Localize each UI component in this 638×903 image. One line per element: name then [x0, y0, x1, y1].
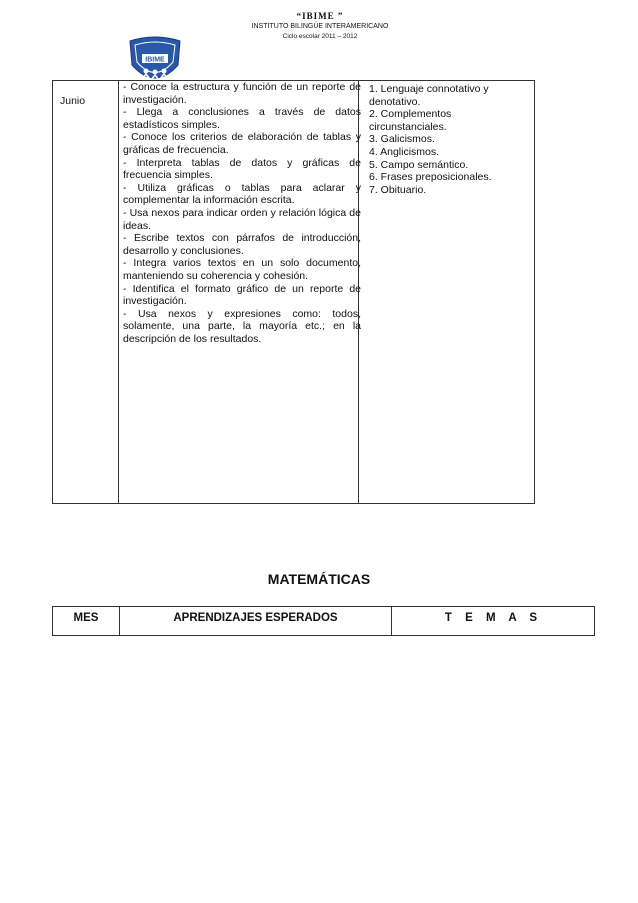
topic-item: 6. Frases preposicionales.: [369, 171, 492, 184]
header-mes: MES: [73, 612, 99, 624]
topic-item: 5. Campo semántico.: [369, 158, 469, 171]
learning-item: - Interpreta tablas de datos y gráficas de frecuencia simples.: [123, 156, 361, 182]
learning-item: - Utiliza gráficas o tablas para aclarar y complementar la información escrita.: [123, 181, 361, 207]
topic-item: 7. Obituario.: [369, 183, 427, 196]
topics-cell: [369, 83, 529, 196]
section-title: MATEMÁTICAS: [267, 571, 371, 587]
document-header: [240, 10, 400, 41]
logo-text: IBIME: [145, 56, 165, 64]
topic-item: 2. Complementos circunstanciales.: [369, 108, 452, 133]
school-cycle: Ciclo escolar 2011 – 2012: [282, 33, 358, 40]
topic-item: 3. Galicismos.: [369, 133, 435, 146]
learning-item: - Usa nexos para indicar orden y relación lógica de ideas.: [123, 206, 361, 232]
topic-item: 1. Lenguaje connotativo y denotativo.: [369, 83, 489, 108]
learning-item: - Identifica el formato gráfico de un reporte de investigación.: [123, 282, 361, 308]
topic-item: 4. Anglicismos.: [369, 145, 440, 158]
school-name: “IBIME ”: [296, 11, 344, 21]
month-cell: Junio: [60, 95, 86, 107]
learning-item: - Conoce la estructura y función de un reporte de investigación.: [123, 81, 361, 106]
header-temas: T E M A S: [444, 612, 543, 624]
column-divider: [118, 81, 119, 503]
spanish-table: [52, 80, 535, 504]
learning-item: - Integra varios textos en un solo documento, manteniendo su coherencia y cohesión.: [123, 257, 361, 282]
learning-item: - Conoce los criterios de elaboración de tablas y gráficas de frecuencia.: [123, 131, 361, 156]
institute-name: INSTITUTO BILINGÜE INTERAMERICANO: [251, 23, 389, 30]
learnings-cell: [123, 81, 361, 345]
math-table-header: [52, 606, 595, 636]
learning-item: - Escribe textos con párrafos de introducción, desarrollo y conclusiones.: [123, 232, 361, 257]
learning-item: - Llega a conclusiones a través de datos estadísticos simples.: [123, 106, 361, 131]
learning-item: - Usa nexos y expresiones como: todos, solamente, una parte, la mayoría etc.; en la descripción de los resultados.: [123, 307, 361, 345]
header-aprendizajes: APRENDIZAJES ESPERADOS: [173, 612, 338, 624]
